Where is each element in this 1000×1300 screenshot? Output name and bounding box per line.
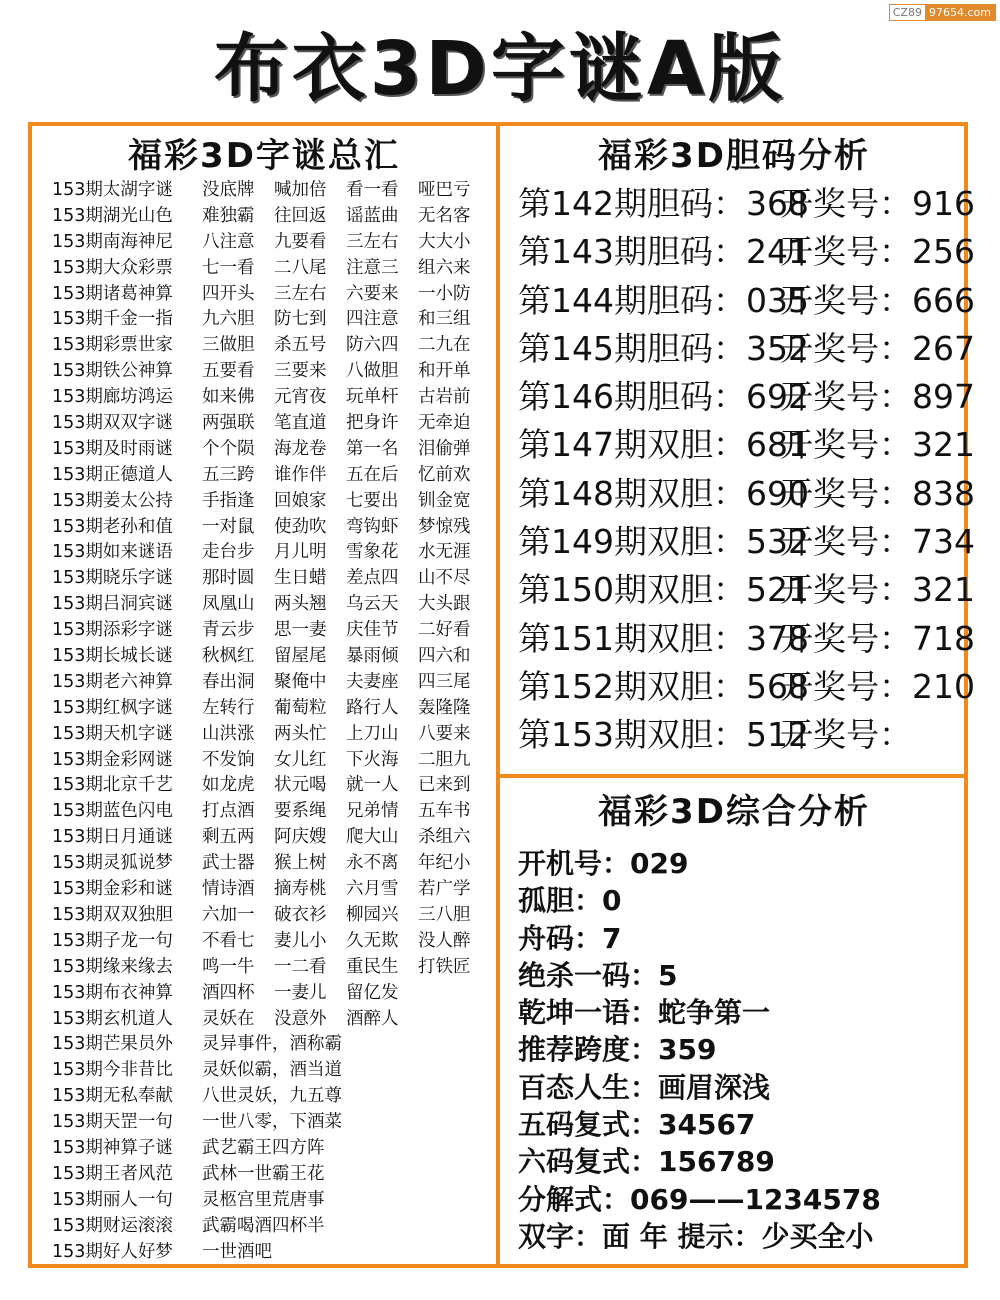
dan-row <box>518 663 975 711</box>
riddle-row <box>52 1214 492 1240</box>
riddle-word: 若广学 <box>418 879 471 900</box>
analysis-item: 孤胆：0 <box>518 884 622 918</box>
riddle-source: 153期芒果员外 <box>52 1034 173 1055</box>
riddle-row <box>52 204 492 230</box>
column-divider <box>496 122 500 1268</box>
riddle-word: 一妻儿 <box>274 982 327 1003</box>
draw-number: 开奖号： <box>780 715 912 755</box>
riddle-word: 六要来 <box>346 283 399 304</box>
riddle-word: 秋枫红 <box>202 646 255 667</box>
riddle-word <box>418 1007 490 1033</box>
riddle-row <box>52 178 492 204</box>
riddle-word: 大头跟 <box>418 594 471 615</box>
riddle-word: 使劲吹 <box>274 516 327 537</box>
dan-row <box>518 518 975 566</box>
riddle-word: 看一看 <box>346 180 399 200</box>
riddle-word: 元宵夜 <box>274 387 327 408</box>
riddle-word: 七要出 <box>346 490 399 511</box>
riddle-phrase: 灵异事件，酒称霸 <box>202 1034 342 1055</box>
riddle-word: 泪偷弹 <box>418 438 471 459</box>
riddle-word: 往回返 <box>274 205 327 226</box>
riddle-word: 轰隆隆 <box>418 697 471 718</box>
riddle-row <box>52 955 492 981</box>
riddle-row <box>52 1240 492 1266</box>
riddle-source: 153期天罡一句 <box>52 1112 173 1133</box>
section-divider <box>496 774 968 778</box>
riddle-word: 玩单杆 <box>346 387 399 408</box>
riddle-word: 剩五两 <box>202 827 255 848</box>
watermark-prefix: CZ89 <box>890 5 925 20</box>
riddle-source: 153期缘来缘去 <box>52 956 173 977</box>
riddle-word: 阿庆嫂 <box>274 827 327 848</box>
riddle-word: 春出洞 <box>202 671 255 692</box>
riddle-word: 古岩前 <box>418 387 471 408</box>
dan-code: 第142期胆码：368 <box>518 184 809 223</box>
riddle-source: 153期及时雨谜 <box>52 438 173 459</box>
riddle-word: 笔直道 <box>274 413 327 434</box>
dan-list <box>518 180 975 760</box>
analysis-item: 五码复式：34567 <box>518 1108 756 1142</box>
dan-row <box>518 615 975 663</box>
riddle-word: 打点酒 <box>202 801 255 822</box>
riddle-source: 153期蓝色闪电 <box>52 801 173 822</box>
riddle-source: 153期金彩网谜 <box>52 749 173 770</box>
riddle-word: 八要来 <box>418 723 471 744</box>
dan-row <box>518 566 975 614</box>
riddle-word: 两头忙 <box>274 723 327 744</box>
riddle-word: 二胆九 <box>418 749 471 770</box>
riddle-source: 153期子龙一句 <box>52 930 173 951</box>
riddle-word: 葡萄粒 <box>274 697 327 718</box>
riddle-word: 五要看 <box>202 361 255 382</box>
riddle-word: 没底牌 <box>202 180 255 200</box>
dan-code: 第150期双胆：521 <box>518 570 809 610</box>
riddle-row <box>52 1058 492 1084</box>
riddle-source: 153期玄机道人 <box>52 1008 173 1029</box>
riddle-row <box>52 799 492 825</box>
riddle-word: 梦惊残 <box>418 516 471 537</box>
riddle-source: 153期丽人一句 <box>52 1189 173 1210</box>
riddle-word: 二八尾 <box>274 257 327 278</box>
riddle-word: 八做胆 <box>346 361 399 382</box>
riddle-row <box>52 1162 492 1188</box>
riddle-row <box>52 515 492 541</box>
riddle-list <box>52 178 492 1265</box>
draw-number: 开奖号：897 <box>780 377 975 417</box>
analysis-item: 六码复式：156789 <box>518 1145 775 1179</box>
watermark-domain: 97654.com <box>925 5 995 20</box>
riddle-word: 打铁匠 <box>418 956 471 977</box>
draw-number: 开奖号：267 <box>780 328 975 368</box>
riddle-word: 七一看 <box>202 257 255 278</box>
riddle-word: 灵妖在 <box>202 1008 255 1029</box>
riddle-row <box>52 411 492 437</box>
riddle-word: 已来到 <box>418 775 471 796</box>
riddle-source: 153期布衣神算 <box>52 982 173 1003</box>
riddle-word: 四三尾 <box>418 671 471 692</box>
draw-number: 开奖号：666 <box>780 280 975 320</box>
riddle-word: 状元喝 <box>274 775 327 796</box>
riddle-word: 思一妻 <box>274 620 327 641</box>
riddle-row <box>52 333 492 359</box>
riddle-word: 如龙虎 <box>202 775 255 796</box>
draw-number: 开奖号：210 <box>780 666 975 706</box>
draw-number: 开奖号：718 <box>780 618 975 658</box>
riddle-word: 生日蜡 <box>274 568 327 589</box>
riddle-word: 左转行 <box>202 697 255 718</box>
draw-number: 开奖号：321 <box>780 570 975 610</box>
riddle-row <box>52 1032 492 1058</box>
riddle-word: 路行人 <box>346 697 399 718</box>
riddle-word: 手指逢 <box>202 490 255 511</box>
riddle-phrase: 武霸喝酒四杯半 <box>202 1215 325 1236</box>
riddle-word: 夫妻座 <box>346 671 399 692</box>
riddle-word: 杀组六 <box>418 827 471 848</box>
dan-code: 第148期双胆：690 <box>518 473 809 513</box>
riddle-word: 水无涯 <box>418 542 471 563</box>
riddle-word: 四开头 <box>202 283 255 304</box>
riddle-source: 153期老孙和值 <box>52 516 173 537</box>
dan-row <box>518 470 975 518</box>
riddle-word: 注意三 <box>346 257 399 278</box>
riddle-word: 留屋尾 <box>274 646 327 667</box>
riddle-word: 海龙卷 <box>274 438 327 459</box>
dan-code: 第145期胆码：352 <box>518 328 809 368</box>
dan-code: 第146期胆码：692 <box>518 377 809 417</box>
riddle-phrase: 武艺霸王四方阵 <box>202 1137 325 1158</box>
riddle-word: 难独霸 <box>202 205 255 226</box>
analysis-list <box>518 845 964 1255</box>
riddle-word: 就一人 <box>346 775 399 796</box>
riddle-word: 回娘家 <box>274 490 327 511</box>
riddle-word: 大大小 <box>418 231 471 252</box>
riddle-row <box>52 670 492 696</box>
dan-analysis-title: 福彩3D胆码分析 <box>598 136 870 176</box>
riddle-word: 年纪小 <box>418 853 471 874</box>
riddle-row <box>52 981 492 1007</box>
riddle-word: 杀五号 <box>274 335 327 356</box>
riddle-word: 摘寿桃 <box>274 879 327 900</box>
riddle-source: 153期财运滚滚 <box>52 1215 173 1236</box>
riddle-row <box>52 437 492 463</box>
riddle-word: 六加一 <box>202 904 255 925</box>
riddle-source: 153期北京千艺 <box>52 775 173 796</box>
riddle-word: 不发饷 <box>202 749 255 770</box>
draw-number: 开奖号：321 <box>780 425 975 465</box>
dan-row <box>518 228 975 276</box>
riddle-word: 武士器 <box>202 853 255 874</box>
riddle-source: 153期大众彩票 <box>52 257 173 278</box>
riddle-word: 钏金宽 <box>418 490 471 511</box>
riddle-word: 山不尽 <box>418 568 471 589</box>
riddle-word: 没人醉 <box>418 930 471 951</box>
riddle-row <box>52 877 492 903</box>
riddle-word: 女儿红 <box>274 749 327 770</box>
riddle-source: 153期廊坊鸿运 <box>52 387 173 408</box>
riddle-word: 爬大山 <box>346 827 399 848</box>
riddle-row <box>52 256 492 282</box>
riddle-source: 153期晓乐字谜 <box>52 568 173 589</box>
dan-code: 第151期双胆：378 <box>518 618 809 658</box>
riddle-row <box>52 1084 492 1110</box>
riddle-row <box>52 540 492 566</box>
dan-row <box>518 711 964 759</box>
riddle-word: 喊加倍 <box>274 180 327 200</box>
riddle-word: 三做胆 <box>202 335 255 356</box>
riddle-phrase: 一世酒吧 <box>202 1241 272 1262</box>
riddle-source: 153期吕洞宾谜 <box>52 594 173 615</box>
analysis-item: 百态人生：画眉深浅 <box>518 1070 771 1104</box>
riddle-word: 山洪涨 <box>202 723 255 744</box>
dan-code: 第152期双胆：568 <box>518 666 809 706</box>
riddle-word: 弯钩虾 <box>346 516 399 537</box>
riddle-row <box>52 282 492 308</box>
analysis-item: 开机号：029 <box>518 847 689 880</box>
riddle-word: 柳园兴 <box>346 904 399 925</box>
riddle-word: 永不离 <box>346 853 399 874</box>
riddle-word: 暴雨倾 <box>346 646 399 667</box>
dan-code: 第149期双胆：532 <box>518 522 809 562</box>
riddle-row <box>52 644 492 670</box>
riddle-row <box>52 722 492 748</box>
riddle-row <box>52 489 492 515</box>
riddle-word: 那时圆 <box>202 568 255 589</box>
riddle-row <box>52 230 492 256</box>
riddle-word: 四注意 <box>346 309 399 330</box>
riddle-word: 雪象花 <box>346 542 399 563</box>
analysis-item: 舟码：7 <box>518 921 622 955</box>
riddle-word: 走台步 <box>202 542 255 563</box>
riddle-source: 153期老六神算 <box>52 671 173 692</box>
dan-row <box>518 373 975 421</box>
riddle-source: 153期千金一指 <box>52 309 173 330</box>
site-watermark <box>889 4 996 21</box>
riddle-word: 九要看 <box>274 231 327 252</box>
draw-number: 开奖号：916 <box>780 184 975 223</box>
riddle-row <box>52 825 492 851</box>
riddle-word: 乌云天 <box>346 594 399 615</box>
overall-analysis-title: 福彩3D综合分析 <box>598 792 870 832</box>
riddle-word: 酒四杯 <box>202 982 255 1003</box>
riddle-word: 没意外 <box>274 1008 327 1029</box>
riddle-word: 哑巴亏 <box>418 180 471 200</box>
riddle-source: 153期诸葛神算 <box>52 283 173 304</box>
riddle-word: 防六四 <box>346 335 399 356</box>
riddle-source: 153期南海神尼 <box>52 231 173 252</box>
riddle-word: 三左右 <box>346 231 399 252</box>
analysis-item: 分解式：069——1234578 <box>518 1182 881 1216</box>
riddle-row <box>52 566 492 592</box>
riddle-source: 153期添彩字谜 <box>52 620 173 641</box>
dan-code: 第144期胆码：035 <box>518 280 809 320</box>
riddle-word: 聚俺中 <box>274 671 327 692</box>
riddle-word: 两强联 <box>202 413 255 434</box>
riddle-source: 153期日月通谜 <box>52 827 173 848</box>
analysis-item: 双字：面 年 提示：少买全小 <box>518 1219 874 1253</box>
riddle-word: 重民生 <box>346 956 399 977</box>
riddle-word: 无牵迫 <box>418 413 471 434</box>
riddle-row <box>52 851 492 877</box>
draw-number: 开奖号：734 <box>780 522 975 562</box>
dan-row <box>518 277 975 325</box>
riddle-source: 153期姜太公持 <box>52 490 173 511</box>
riddle-source: 153期红枫字谜 <box>52 697 173 718</box>
riddle-word: 月儿明 <box>274 542 327 563</box>
riddle-word: 三左右 <box>274 283 327 304</box>
riddle-phrase: 武林一世霸王花 <box>202 1163 325 1184</box>
riddle-word: 谁作伴 <box>274 464 327 485</box>
riddle-source: 153期湖光山色 <box>52 205 173 226</box>
riddle-word: 一二看 <box>274 956 327 977</box>
page-title: 布衣3D字谜A版 <box>213 26 787 112</box>
riddle-row <box>52 592 492 618</box>
riddle-word: 一对鼠 <box>202 516 255 537</box>
draw-number: 开奖号：838 <box>780 473 975 513</box>
riddle-word: 下火海 <box>346 749 399 770</box>
riddle-source: 153期今非昔比 <box>52 1060 173 1081</box>
riddle-word: 八注意 <box>202 231 255 252</box>
riddle-word: 三要来 <box>274 361 327 382</box>
riddle-row <box>52 929 492 955</box>
riddle-word: 三八胆 <box>418 904 471 925</box>
riddle-word: 青云步 <box>202 620 255 641</box>
riddle-source: 153期王者风范 <box>52 1163 173 1184</box>
riddle-row <box>52 696 492 722</box>
riddle-word: 六月雪 <box>346 879 399 900</box>
riddle-row <box>52 1110 492 1136</box>
riddle-word: 上刀山 <box>346 723 399 744</box>
riddle-word: 二九在 <box>418 335 471 356</box>
riddle-source: 153期正德道人 <box>52 464 173 485</box>
riddle-row <box>52 748 492 774</box>
analysis-item: 乾坤一语：蛇争第一 <box>518 996 771 1030</box>
riddle-word: 和开单 <box>418 361 471 382</box>
riddle-source: 153期灵狐说梦 <box>52 853 173 874</box>
riddle-phrase: 灵妖似霸，酒当道 <box>202 1060 342 1081</box>
riddle-source: 153期好人好梦 <box>52 1241 173 1262</box>
riddle-source: 153期长城长谜 <box>52 646 173 667</box>
riddle-word: 要系绳 <box>274 801 327 822</box>
riddle-word: 九六胆 <box>202 309 255 330</box>
riddle-row <box>52 307 492 333</box>
dan-code: 第147期双胆：681 <box>518 425 809 465</box>
riddle-row <box>52 463 492 489</box>
riddle-word: 五在后 <box>346 464 399 485</box>
riddle-phrase: 八世灵妖，九五尊 <box>202 1086 342 1107</box>
riddle-word: 五三跨 <box>202 464 255 485</box>
riddle-word: 无名客 <box>418 205 471 226</box>
riddle-row <box>52 385 492 411</box>
dan-code: 第143期胆码：241 <box>518 232 809 272</box>
riddle-source: 153期无私奉献 <box>52 1086 173 1107</box>
riddle-word: 鸣一牛 <box>202 956 255 977</box>
riddle-word <box>418 981 490 1007</box>
riddle-word: 庆佳节 <box>346 620 399 641</box>
riddle-source: 153期铁公神算 <box>52 361 173 382</box>
riddle-word: 两头翘 <box>274 594 327 615</box>
riddle-phrase: 灵柩宫里荒唐事 <box>202 1189 325 1210</box>
riddle-word: 情诗酒 <box>202 879 255 900</box>
analysis-item: 推荐跨度：359 <box>518 1033 717 1067</box>
riddle-row <box>52 1188 492 1214</box>
riddle-source: 153期天机字谜 <box>52 723 173 744</box>
riddle-word: 四六和 <box>418 646 471 667</box>
riddle-phrase: 一世八零，下酒菜 <box>202 1112 342 1133</box>
riddle-source: 153期双双独胆 <box>52 904 173 925</box>
riddle-word: 五车书 <box>418 801 471 822</box>
draw-number: 开奖号：256 <box>780 232 975 272</box>
riddle-word: 留亿发 <box>346 982 399 1003</box>
riddle-word: 猴上树 <box>274 853 327 874</box>
riddle-row <box>52 1136 492 1162</box>
riddle-word: 二好看 <box>418 620 471 641</box>
riddle-word: 第一名 <box>346 438 399 459</box>
riddle-word: 破衣衫 <box>274 904 327 925</box>
riddle-word: 个个陨 <box>202 438 255 459</box>
riddle-word: 差点四 <box>346 568 399 589</box>
riddle-source: 153期神算子谜 <box>52 1137 173 1158</box>
riddle-word: 不看七 <box>202 930 255 951</box>
dan-row <box>518 180 975 228</box>
riddle-source: 153期双双字谜 <box>52 413 173 434</box>
riddle-word: 妻儿小 <box>274 930 327 951</box>
riddle-word: 和三组 <box>418 309 471 330</box>
dan-row <box>518 421 975 469</box>
riddle-source: 153期彩票世家 <box>52 335 173 356</box>
riddle-word: 忆前欢 <box>418 464 471 485</box>
riddle-word: 把身许 <box>346 413 399 434</box>
riddle-word: 防七到 <box>274 309 327 330</box>
riddle-word: 组六来 <box>418 257 471 278</box>
riddle-summary-title: 福彩3D字谜总汇 <box>128 136 400 176</box>
riddle-word: 酒醉人 <box>346 1008 399 1029</box>
riddle-source: 153期金彩和谜 <box>52 879 173 900</box>
riddle-word: 凤凰山 <box>202 594 255 615</box>
riddle-row <box>52 773 492 799</box>
analysis-item: 绝杀一码：5 <box>518 958 678 992</box>
riddle-word: 谣蓝曲 <box>346 205 399 226</box>
dan-code: 第153期双胆：512 <box>518 715 809 755</box>
riddle-word: 久无欺 <box>346 930 399 951</box>
riddle-row <box>52 359 492 385</box>
riddle-row <box>52 1007 492 1033</box>
riddle-row <box>52 618 492 644</box>
dan-row <box>518 325 975 373</box>
riddle-source: 153期太湖字谜 <box>52 180 173 200</box>
riddle-row <box>52 903 492 929</box>
riddle-word: 一小防 <box>418 283 471 304</box>
riddle-word: 兄弟情 <box>346 801 399 822</box>
riddle-word: 如来佛 <box>202 387 255 408</box>
riddle-source: 153期如来谜语 <box>52 542 173 563</box>
